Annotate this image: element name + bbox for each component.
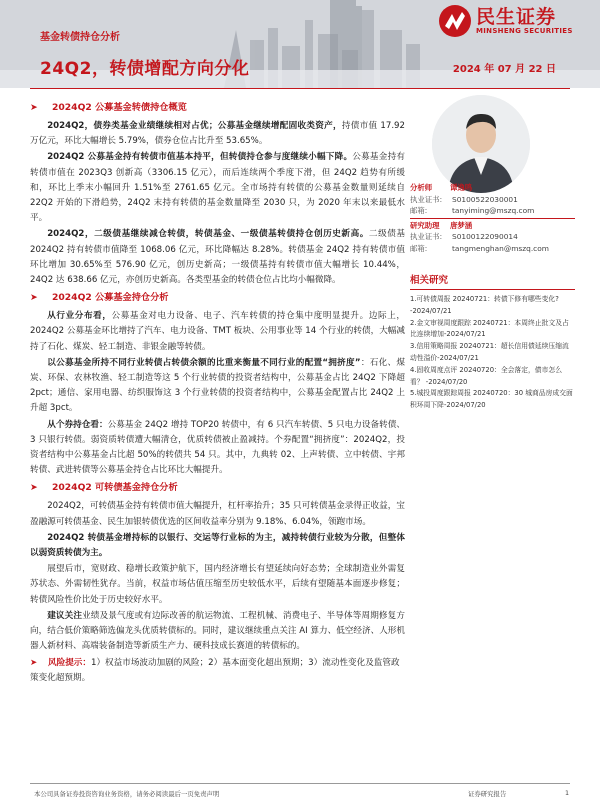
section-heading: ➤ 2024Q2 公募基金转债持仓概览	[30, 102, 187, 113]
analyst-name: 谭逸鸣	[450, 183, 473, 192]
arrow-icon: ➤	[30, 102, 38, 113]
related-research-title: 相关研究	[410, 272, 575, 290]
analyst-info	[410, 182, 575, 254]
logo-text-en: MINSHENG SECURITIES	[476, 27, 573, 35]
logo-mark-icon	[438, 4, 472, 38]
related-research	[410, 272, 575, 412]
analyst-cert: S0100522030001	[452, 194, 518, 204]
summary-paragraph: 2024Q2，债券类基金业绩继续相对占优；公募基金继续增配固收类资产，持债市值 17.92 万亿元，环比大幅增长 5.79%，债券仓位占比升至 53.65%。	[30, 121, 405, 147]
summary-paragraph: 2024Q2 公募基金持有转债市值基本持平，但转债持仓参与度继续小幅下降。公募基金持有转债市值在 2023Q3 创新高（3306.15 亿元），而后连续两个季度下滑，但 24Q2 趋势有所缓和，环比上季末小幅回升 1.51%至 2761.65 亿元。全市场持有转债的公募基金数量则延续自 22Q2 开始的下滑趋势，24Q2 末持有转债的基金数量降至 2030 只，为 2020 年末以来最低水平。	[30, 152, 405, 224]
footer-doc-type: 证券研究报告	[468, 790, 507, 798]
summary-paragraph: 2024Q2，二级债基继续减仓转债，转债基金、一级债基转债持仓创历史新高。二级债基 2024Q2 持有转债市值降至 1068.06 亿元，环比降幅达 8.28%。转债基金 24Q2 持有转债市值环比增加 30.65%至 576.90 亿元，创历史新高；一级债基持有转债市值大幅增长 10.44%，24Q2 达 638.66 亿元，亦创历史新高。各类型基金的转债仓位占比均小幅微降。	[30, 229, 405, 286]
report-date: 2024 年 07 月 22 日	[452, 64, 556, 75]
section-heading: ➤ 2024Q2 可转债基金持仓分析	[30, 482, 178, 494]
analyst-role: 分析师	[410, 183, 433, 192]
analyst-divider	[410, 218, 575, 219]
related-research-item[interactable]: 1.可转债周报 20240721：转债下修有哪些变化? -2024/07/21	[410, 295, 559, 315]
summary-paragraph: 以公募基金所持不同行业转债占转债余额的比重来衡量不同行业的配置“拥挤度”：石化、煤炭、环保、农林牧渔、轻工制造等这 5 个行业转债的投资者结构中，公募基金占比 24Q2 下降超 2pct；通信、家用电器、纺织服饰这 3 个行业转债的投资者结构中，公募基金配置占比 24Q2 上升超 3pct。	[30, 357, 405, 414]
section-heading: ➤ 2024Q2 公募基金持仓分析	[30, 292, 169, 304]
summary-paragraph: 2024Q2 转债基金增持标的以银行、交运等行业标的为主，减持转债行业较为分散，但整体以弱资质转债为主。	[30, 532, 405, 559]
related-research-item[interactable]: 4.固收周度点评 20240720：全会落定，债市怎么看？ -2024/07/20	[410, 365, 562, 386]
summary-paragraph: 建议关注业绩及景气度或有边际改善的航运物流、工程机械、消费电子、半导体等周期修复方向，结合低价策略筛选偏龙头优质转债标的。同时，建议继续重点关注 AI 算力、低空经济、人形机器人新材料、高端装备制造等新质生产力、硬科技成长赛道的转债标的。	[30, 610, 405, 652]
header-divider	[30, 88, 570, 89]
email-label: 邮箱:	[410, 206, 428, 215]
header-banner	[0, 0, 600, 88]
email-label: 邮箱:	[410, 243, 428, 253]
report-summary	[30, 98, 405, 686]
page-number: 1	[565, 789, 570, 797]
footer-divider	[30, 783, 570, 784]
analyst-email[interactable]: tangmenghan@mszq.com	[452, 243, 549, 253]
summary-paragraph: 2024Q2，可转债基金持有转债市值大幅提升，杠杆率抬升；35 只可转债基金录得正收益，宝盈融源可转债基金、民生加银转债优选的区间收益率分别为 9.18%、6.04%，领跑市场。	[30, 501, 405, 527]
summary-paragraph: 展望后市，宽财政、稳增长政策护航下，国内经济增长有望延续向好态势；全球制造业外需复苏状态、外需韧性犹存。当前，权益市场估值压缩至历史较低水平，后续有望随基本面逐步修复；转债风险性价比处于历史较好水平。	[30, 564, 405, 605]
analyst-photo	[432, 95, 530, 193]
cert-label: 执业证书:	[410, 194, 443, 204]
report-title: 24Q2，转债增配方向分化	[40, 59, 250, 79]
cert-label: 执业证书:	[410, 232, 443, 241]
arrow-icon: ➤	[30, 292, 38, 304]
related-research-item[interactable]: 3.信用策略周报 20240721：超长信用债延续压缩流动性溢价-2024/07/21	[410, 342, 569, 362]
summary-paragraph: 从行业分布看，公募基金对电力设备、电子、汽车转债的持仓集中度明显提升。边际上，2024Q2 公募基金环比增持了汽车、电力设备、TMT 板块、公用事业等 14 个行业的转债，大幅减持了石化、煤炭、轻工制造、非银金融等转债。	[30, 311, 405, 352]
footer-disclaimer: 本公司具备证券投资咨询业务资格，请务必阅读最后一页免责声明	[34, 790, 220, 798]
analyst-email[interactable]: tanyiming@mszq.com	[452, 206, 535, 215]
logo-text-cn: 民生证券	[476, 6, 557, 28]
arrow-icon: ➤	[30, 657, 38, 668]
analyst-role: 研究助理	[410, 220, 440, 230]
company-logo	[436, 2, 596, 40]
analyst-cert: S0100122090014	[452, 232, 518, 241]
risk-warning: ➤ 风险提示：1）权益市场波动加剧的风险；2）基本面变化超出预期；3）流动性变化及监管政策变化超预期。	[30, 657, 400, 683]
person-avatar-icon	[432, 95, 530, 193]
report-series-label: 基金转债持仓分析	[40, 32, 120, 43]
analyst-name: 唐梦涵	[450, 220, 473, 230]
related-research-item[interactable]: 5.城投周度跟踪周报 20240720：30 城商品房成交面积环周下降-2024/07/20	[410, 389, 573, 410]
summary-paragraph: 从个券持仓看：公募基金 24Q2 增持 TOP20 转债中，有 6 只汽车转债、5 只电力设备转债、3 只银行转债。弱资质转债遭大幅清仓，优质转债被止盈减持。个券配置“拥挤度”：2024Q2，投资者结构中公募基金占比超 50%的转债共 54 只。其中，九典转 02、上声转债、立中转债、宇邦转债、武进转债等公募基金持仓占比环比大幅提升。	[30, 419, 405, 476]
arrow-icon: ➤	[30, 482, 38, 494]
related-research-item[interactable]: 2.金文审视周度跟踪 20240721：本周终止批文及占比连续增加-2024/07/21	[410, 318, 569, 339]
